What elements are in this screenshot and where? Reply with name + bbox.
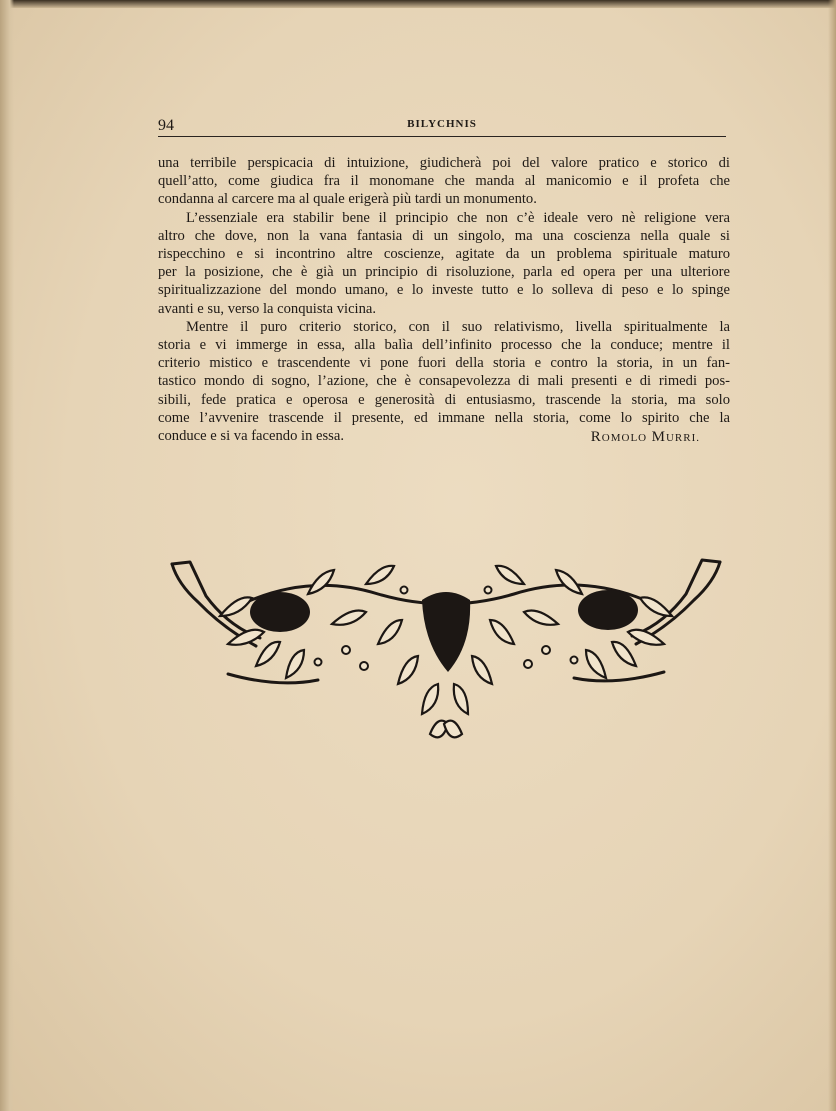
laurel-horns-ornament-icon <box>168 554 724 754</box>
running-title: BILYCHNIS <box>407 118 477 130</box>
text-line: Mentre il puro criterio storico, con il suo relativismo, livella spiritualmente la <box>186 318 730 335</box>
text-line: per la posizione, che è già un principio di risoluzione, parla ed opera per una ulteriore <box>158 264 730 281</box>
text-line: condanna al carcere ma al quale erigerà più tardi un monumento. <box>158 191 537 208</box>
page-number: 94 <box>158 117 174 134</box>
text-line: rispecchino e si incontrino altre coscienze, agitate da un problema spirituale maturo <box>158 246 730 263</box>
running-header <box>158 114 726 137</box>
page-top-edge <box>0 0 836 8</box>
text-line: altro che dove, non la vana fantasia di un singolo, ma una coscienza nella quale si <box>158 227 730 244</box>
page-right-edge <box>828 0 836 1111</box>
text-line: storia e vi immerge in essa, alla balìa dell’infinito processo che la conduce; mentre il <box>158 337 730 354</box>
text-line: una terribile perspicacia di intuizione, giudicherà poi del valore pratico e storico di <box>158 155 730 171</box>
text-line: come l’avvenire trascende il presente, ed immane nella storia, come lo spirito che la <box>158 409 730 426</box>
text-line: criterio mistico e trascendente vi pone fuori della storia e contro la storia, in un fan- <box>158 355 730 372</box>
text-line: quell’atto, come giudica fra il monomane che manda al manicomio e il profeta che <box>158 173 730 190</box>
text-line: tastico mondo di sogno, l’azione, che è consapevolezza di mali presenti e di rimedi pos- <box>158 373 730 390</box>
text-line: avanti e su, verso la conquista vicina. <box>158 300 377 317</box>
text-line: sibili, fede pratica e operosa e generosità di entusiasmo, trascende la storia, ma solo <box>158 391 730 408</box>
text-line: L’essenziale era stabilir bene il principio che non c’è ideale vero nè religione vera <box>186 209 730 226</box>
author-signature: ROMOLO MURRI. <box>590 429 700 445</box>
text-line: conduce e si va facendo in essa. <box>158 428 344 445</box>
body-text <box>158 154 730 445</box>
page-left-edge <box>0 0 14 1111</box>
text-line: spiritualizzazione del mondo umano, e lo investe tutto e lo solleva di peso e lo spinge <box>158 282 730 299</box>
